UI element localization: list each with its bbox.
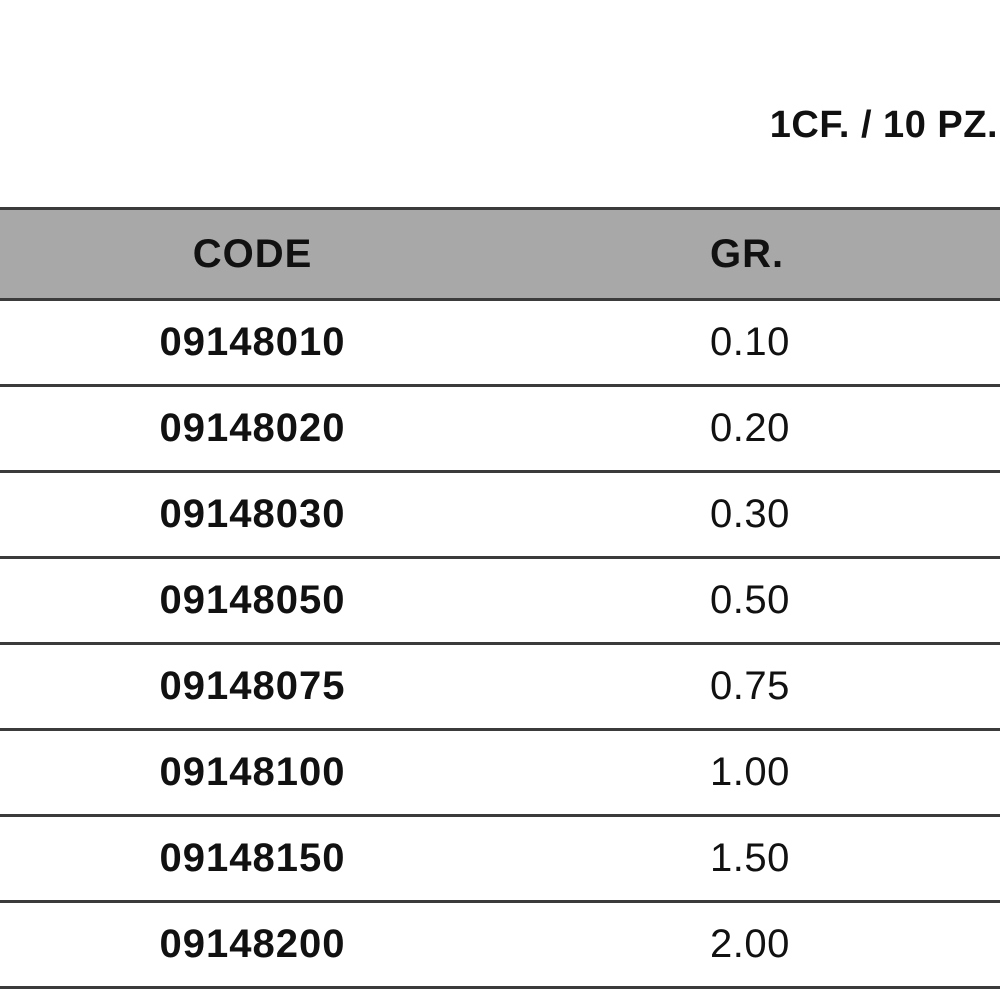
cell-code: 09148010 bbox=[0, 300, 505, 386]
packaging-note: 1CF. / 10 PZ. bbox=[769, 104, 998, 146]
table-row bbox=[0, 300, 1000, 386]
cell-code: 09148200 bbox=[0, 902, 505, 988]
table-row bbox=[0, 386, 1000, 472]
cell-code: 09148150 bbox=[0, 816, 505, 902]
table-row bbox=[0, 902, 1000, 988]
table-header bbox=[0, 209, 1000, 300]
table-row bbox=[0, 816, 1000, 902]
table-row bbox=[0, 472, 1000, 558]
cell-gr: 1.00 bbox=[505, 730, 1000, 816]
cell-gr: 0.50 bbox=[505, 558, 1000, 644]
cell-code: 09148075 bbox=[0, 644, 505, 730]
cell-gr: 0.30 bbox=[505, 472, 1000, 558]
table-row bbox=[0, 730, 1000, 816]
cell-code: 09148020 bbox=[0, 386, 505, 472]
cell-gr: 1.50 bbox=[505, 816, 1000, 902]
spec-table-container bbox=[0, 207, 1000, 989]
column-header-code: CODE bbox=[0, 209, 505, 300]
cell-code: 09148100 bbox=[0, 730, 505, 816]
cell-gr: 0.20 bbox=[505, 386, 1000, 472]
column-header-gr: GR. bbox=[505, 209, 1000, 300]
cell-code: 09148050 bbox=[0, 558, 505, 644]
table-row bbox=[0, 644, 1000, 730]
table-row bbox=[0, 558, 1000, 644]
cell-gr: 2.00 bbox=[505, 902, 1000, 988]
table-body bbox=[0, 300, 1000, 988]
cell-gr: 0.75 bbox=[505, 644, 1000, 730]
table-header-row bbox=[0, 209, 1000, 300]
cell-gr: 0.10 bbox=[505, 300, 1000, 386]
code-weight-table bbox=[0, 207, 1000, 989]
cell-code: 09148030 bbox=[0, 472, 505, 558]
